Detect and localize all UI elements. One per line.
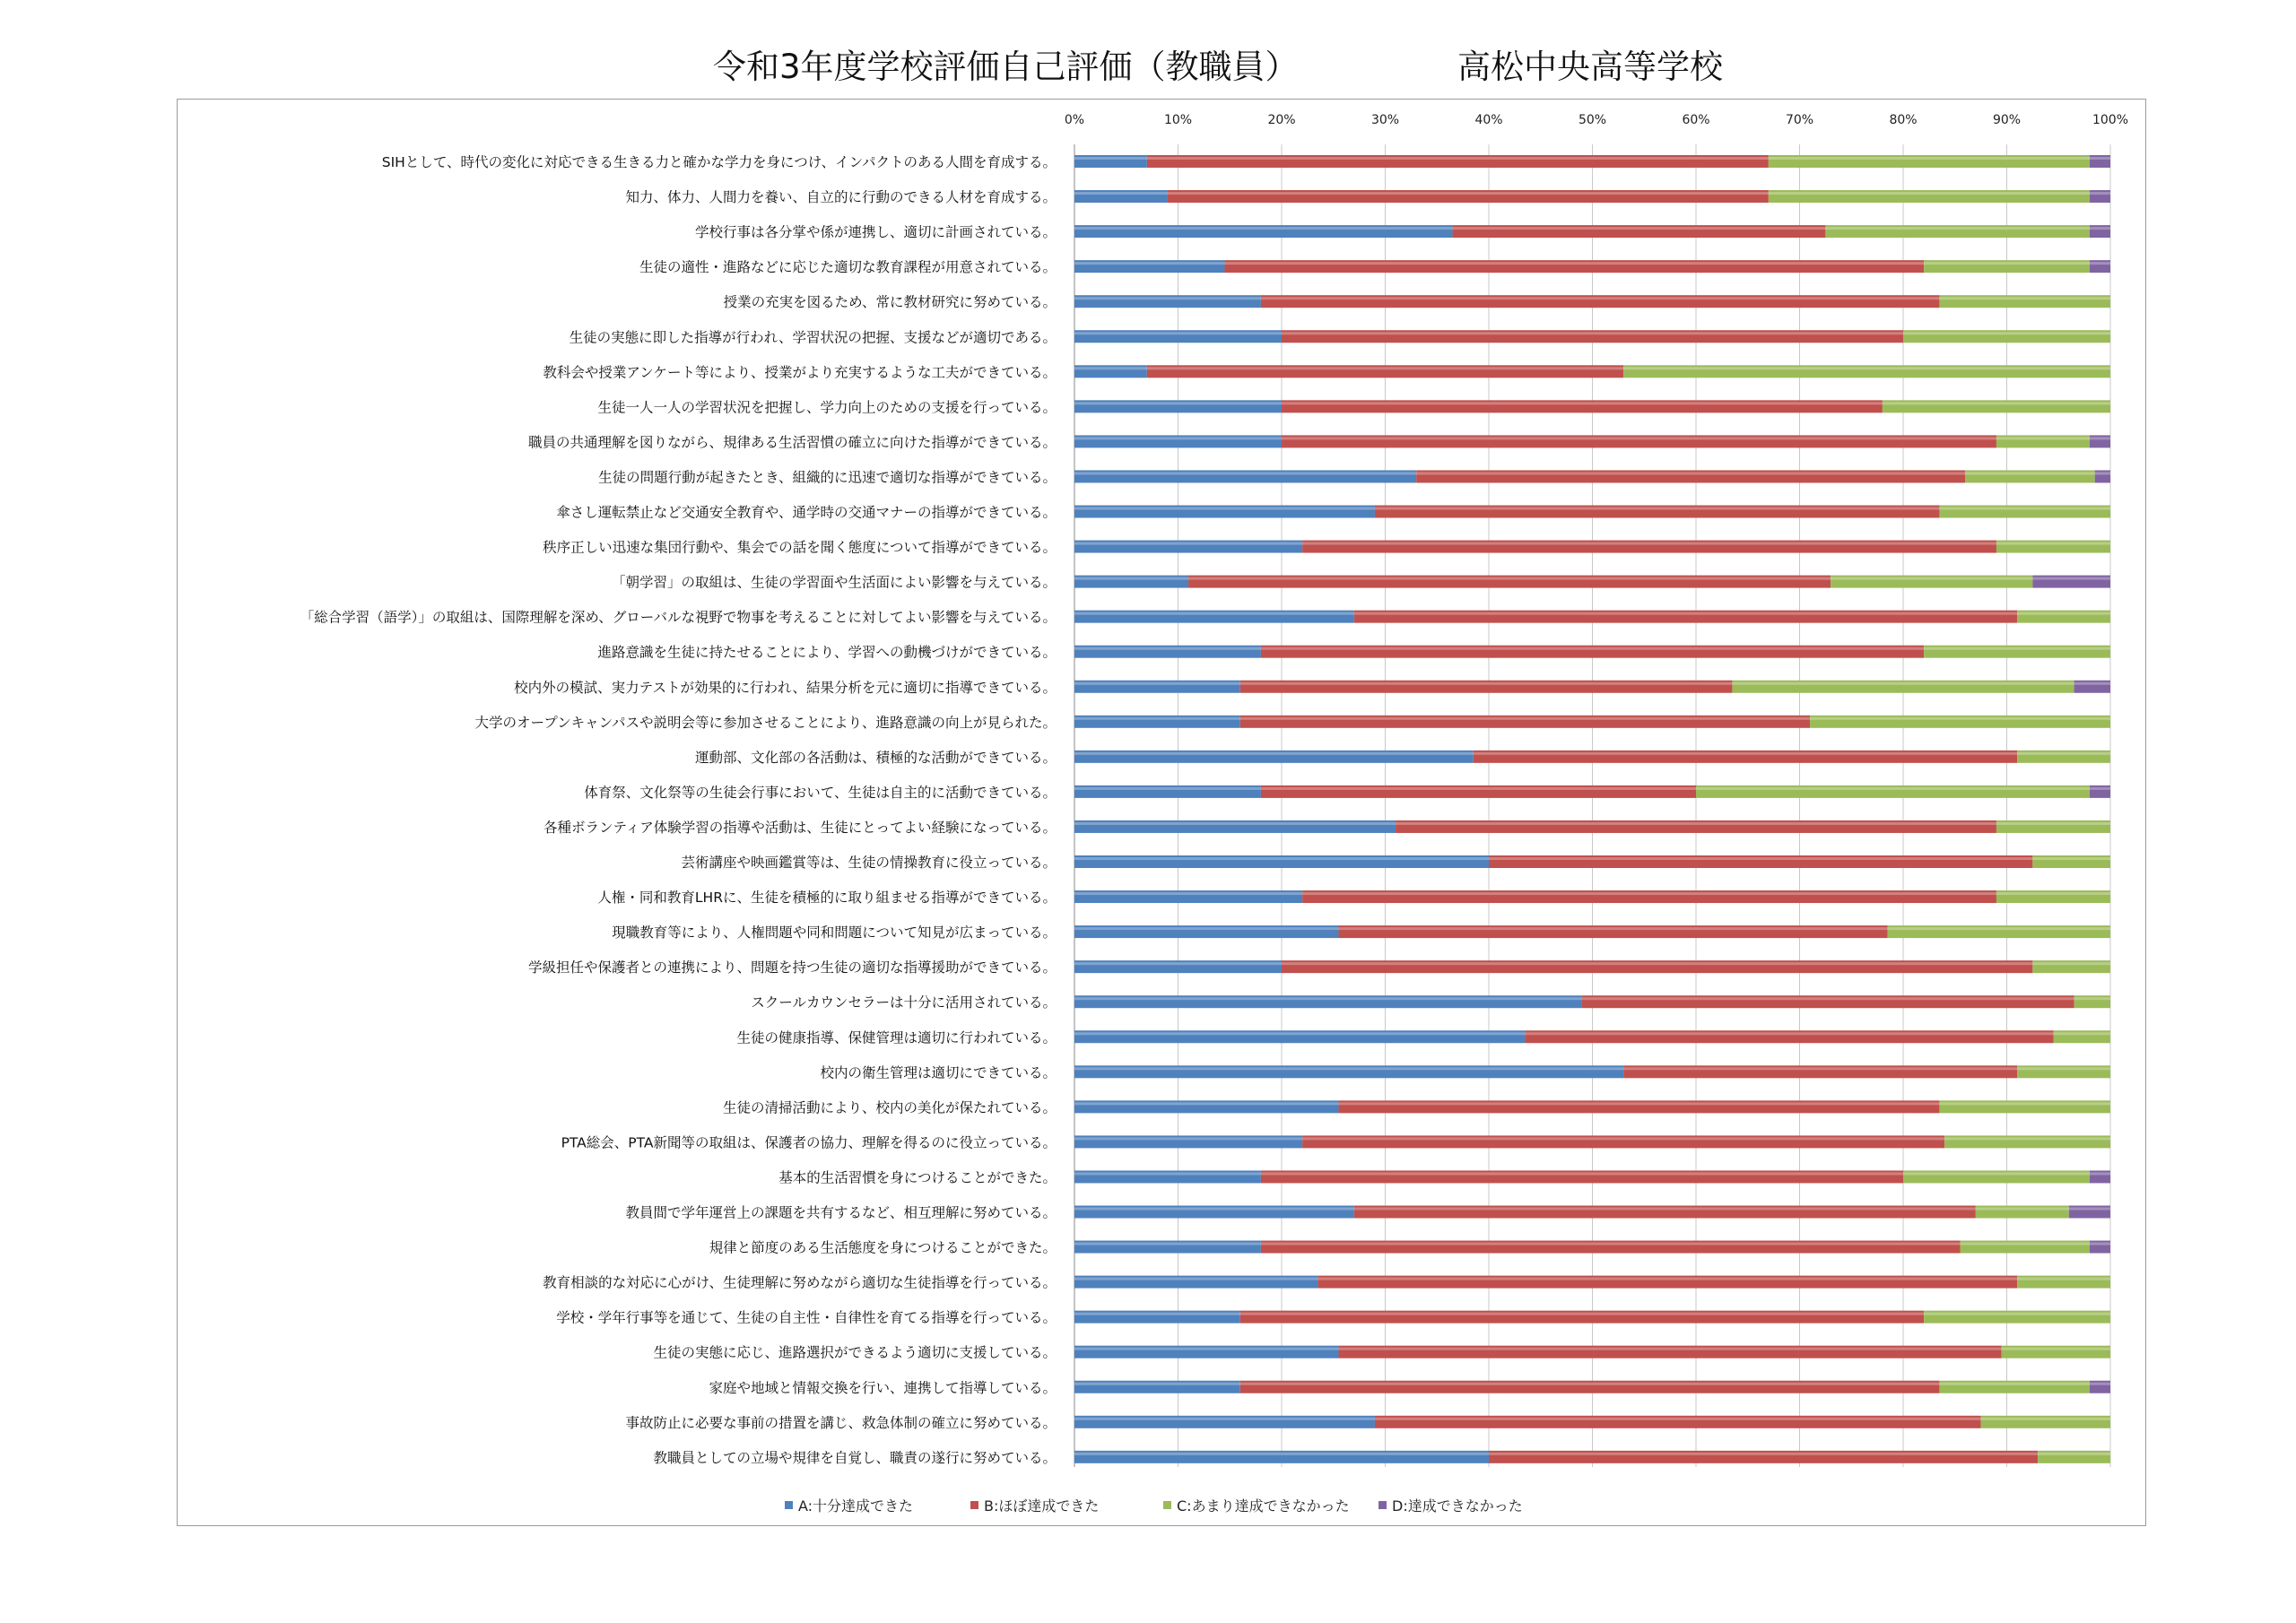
category-label: 進路意識を生徒に持たせることにより、学習への動機づけができている。: [597, 644, 1057, 661]
category-label: 秩序正しい迅速な集団行動や、集会での話を聞く態度について指導ができている。: [543, 539, 1057, 556]
bar-highlight: [1074, 752, 2110, 755]
bar-highlight: [1074, 717, 2110, 720]
bar-highlight: [1074, 1032, 2110, 1035]
school-name: 高松中央高等学校: [1457, 48, 1723, 86]
category-label: 校内の衛生管理は適切にできている。: [820, 1064, 1057, 1081]
category-label: 生徒の適性・進路などに応じた適切な教育課程が用意されている。: [639, 259, 1057, 276]
x-tick-label: 0%: [1064, 113, 1085, 127]
bar-highlight: [1074, 227, 2110, 230]
category-label: 体育祭、文化祭等の生徒会行事において、生徒は自主的に活動できている。: [584, 784, 1057, 801]
category-label: 現職教育等により、人権問題や同和問題について知見が広まっている。: [612, 924, 1057, 942]
bar-highlight: [1074, 997, 2110, 1000]
category-label: 各種ボランティア体験学習の指導や活動は、生徒にとってよい経験になっている。: [544, 819, 1057, 836]
bar-highlight: [1074, 472, 2110, 474]
category-label: 大学のオープンキャンパスや説明会等に参加させることにより、進路意識の向上が見られた。: [474, 714, 1057, 731]
category-label: 生徒の問題行動が起きたとき、組織的に迅速で適切な指導ができている。: [598, 469, 1057, 486]
x-tick-label: 60%: [1682, 113, 1710, 127]
category-label: スクールカウンセラーは十分に活用されている。: [751, 994, 1057, 1011]
x-tick-label: 70%: [1785, 113, 1814, 127]
legend-swatch: [1163, 1501, 1171, 1509]
bar-highlight: [1074, 262, 2110, 265]
category-label: 校内外の模試、実力テストが効果的に行われ、結果分析を元に適切に指導できている。: [514, 679, 1057, 696]
x-tick-label: 20%: [1267, 113, 1296, 127]
legend-swatch: [785, 1501, 793, 1509]
bar-highlight: [1074, 297, 2110, 299]
bar-highlight: [1074, 1313, 2110, 1315]
category-label: 生徒の実態に応じ、進路選択ができるよう適切に支援している。: [653, 1344, 1057, 1361]
bar-highlight: [1074, 857, 2110, 860]
category-label: 授業の充実を図るため、常に教材研究に努めている。: [723, 294, 1057, 311]
category-label: 事故防止に必要な事前の措置を講じ、救急体制の確立に努めている。: [625, 1414, 1057, 1431]
legend-label: A:十分達成できた: [798, 1497, 914, 1515]
bar-highlight: [1074, 1453, 2110, 1455]
bar-highlight: [1074, 787, 2110, 790]
bar-highlight: [1074, 1208, 2110, 1211]
category-label: 「総合学習（語学）」の取組は、国際理解を深め、グローバルな視野で物事を考えることに対してよい影響を与えている。: [300, 609, 1057, 626]
bar-highlight: [1074, 1067, 2110, 1070]
legend-item: [1163, 1496, 1350, 1517]
category-label: 人権・同和教育LHRに、生徒を積極的に取り組ませる指導ができている。: [597, 890, 1057, 907]
bar-highlight: [1074, 577, 2110, 580]
category-label: 学校行事は各分掌や係が連携し、適切に計画されている。: [694, 224, 1057, 241]
bar-highlight: [1074, 542, 2110, 545]
category-label: 生徒の健康指導、保健管理は適切に行われている。: [736, 1029, 1057, 1046]
bar-highlight: [1074, 1383, 2110, 1385]
category-label: 教育相談的な対応に心がけ、生徒理解に努めながら適切な生徒指導を行っている。: [543, 1274, 1057, 1291]
category-label: 規律と節度のある生活態度を身につけることができた。: [709, 1239, 1057, 1256]
chart-frame: [177, 99, 2146, 1526]
legend-label: B:ほぼ達成できた: [984, 1497, 1100, 1515]
bar-highlight: [1074, 1418, 2110, 1420]
bar-highlight: [1074, 1172, 2110, 1175]
bar-highlight: [1074, 892, 2110, 895]
category-label: 生徒の清掃活動により、校内の美化が保たれている。: [722, 1099, 1057, 1116]
bar-highlight: [1074, 822, 2110, 825]
category-label: 学級担任や保護者との連携により、問題を持つ生徒の適切な指導援助ができている。: [527, 959, 1057, 976]
legend-label: D:達成できなかった: [1392, 1497, 1523, 1515]
category-label: 学校・学年行事等を通じて、生徒の自主性・自律性を育てる指導を行っている。: [556, 1309, 1057, 1326]
category-label: 傘さし運転禁止など交通安全教育や、通学時の交通マナーの指導ができている。: [556, 504, 1057, 521]
category-label: 生徒一人一人の学習状況を把握し、学力向上のための支援を行っている。: [597, 399, 1057, 416]
category-label: 運動部、文化部の各活動は、積極的な活動ができている。: [694, 749, 1057, 766]
x-tick-label: 30%: [1370, 113, 1400, 127]
bar-highlight: [1074, 927, 2110, 930]
category-label: SIHとして、時代の変化に対応できる生きる力と確かな学力を身につけ、インパクトのある人間を育成する。: [381, 154, 1057, 170]
bar-highlight: [1074, 1243, 2110, 1245]
category-label: 基本的生活習慣を身につけることができた。: [778, 1169, 1057, 1186]
legend-item: [1378, 1496, 1523, 1517]
bar-highlight: [1074, 1278, 2110, 1280]
page-title: [0, 39, 2296, 84]
bar-highlight: [1074, 647, 2110, 650]
legend-label: C:あまり達成できなかった: [1177, 1497, 1350, 1515]
category-label: 教職員としての立場や規律を自覚し、職責の遂行に努めている。: [653, 1449, 1057, 1466]
x-tick-label: 40%: [1474, 113, 1503, 127]
x-tick-label: 80%: [1889, 113, 1918, 127]
x-tick-label: 50%: [1578, 113, 1607, 127]
x-tick-label: 100%: [2092, 113, 2129, 127]
bar-highlight: [1074, 682, 2110, 685]
bar-highlight: [1074, 508, 2110, 510]
category-label: 生徒の実態に即した指導が行われ、学習状況の把握、支援などが適切である。: [569, 329, 1057, 346]
bar-highlight: [1074, 1348, 2110, 1350]
bar-highlight: [1074, 192, 2110, 195]
legend-item: [785, 1496, 913, 1517]
x-tick-label: 10%: [1163, 113, 1193, 127]
survey-title: 令和3年度学校評価自己評価（教職員）: [713, 48, 1299, 86]
stacked-bar-chart: [178, 100, 2147, 1527]
category-label: 芸術講座や映画鑑賞等は、生徒の情操教育に役立っている。: [681, 855, 1057, 871]
category-label: 教科会や授業アンケート等により、授業がより充実するような工夫ができている。: [543, 364, 1057, 381]
bar-highlight: [1074, 962, 2110, 965]
chart-legend: [177, 1496, 2146, 1517]
legend-item: [970, 1496, 1099, 1517]
category-label: PTA総会、PTA新聞等の取組は、保護者の協力、理解を得るのに役立っている。: [561, 1134, 1057, 1151]
category-label: 「朝学習」の取組は、生徒の学習面や生活面によい影響を与えている。: [611, 574, 1057, 591]
bar-highlight: [1074, 437, 2110, 439]
legend-swatch: [1378, 1501, 1387, 1509]
bar-highlight: [1074, 157, 2110, 160]
bar-highlight: [1074, 402, 2110, 404]
bar-highlight: [1074, 1102, 2110, 1105]
bar-highlight: [1074, 612, 2110, 615]
bar-highlight: [1074, 332, 2110, 334]
category-label: 家庭や地域と情報交換を行い、連携して指導している。: [709, 1379, 1057, 1396]
x-tick-label: 90%: [1992, 113, 2022, 127]
category-label: 職員の共通理解を図りながら、規律ある生活習慣の確立に向けた指導ができている。: [527, 434, 1057, 451]
bar-highlight: [1074, 1137, 2110, 1140]
category-label: 知力、体力、人間力を養い、自立的に行動のできる人材を育成する。: [625, 189, 1057, 206]
bar-highlight: [1074, 367, 2110, 369]
category-label: 教員間で学年運営上の課題を共有するなど、相互理解に努めている。: [625, 1204, 1057, 1221]
legend-swatch: [970, 1501, 978, 1509]
